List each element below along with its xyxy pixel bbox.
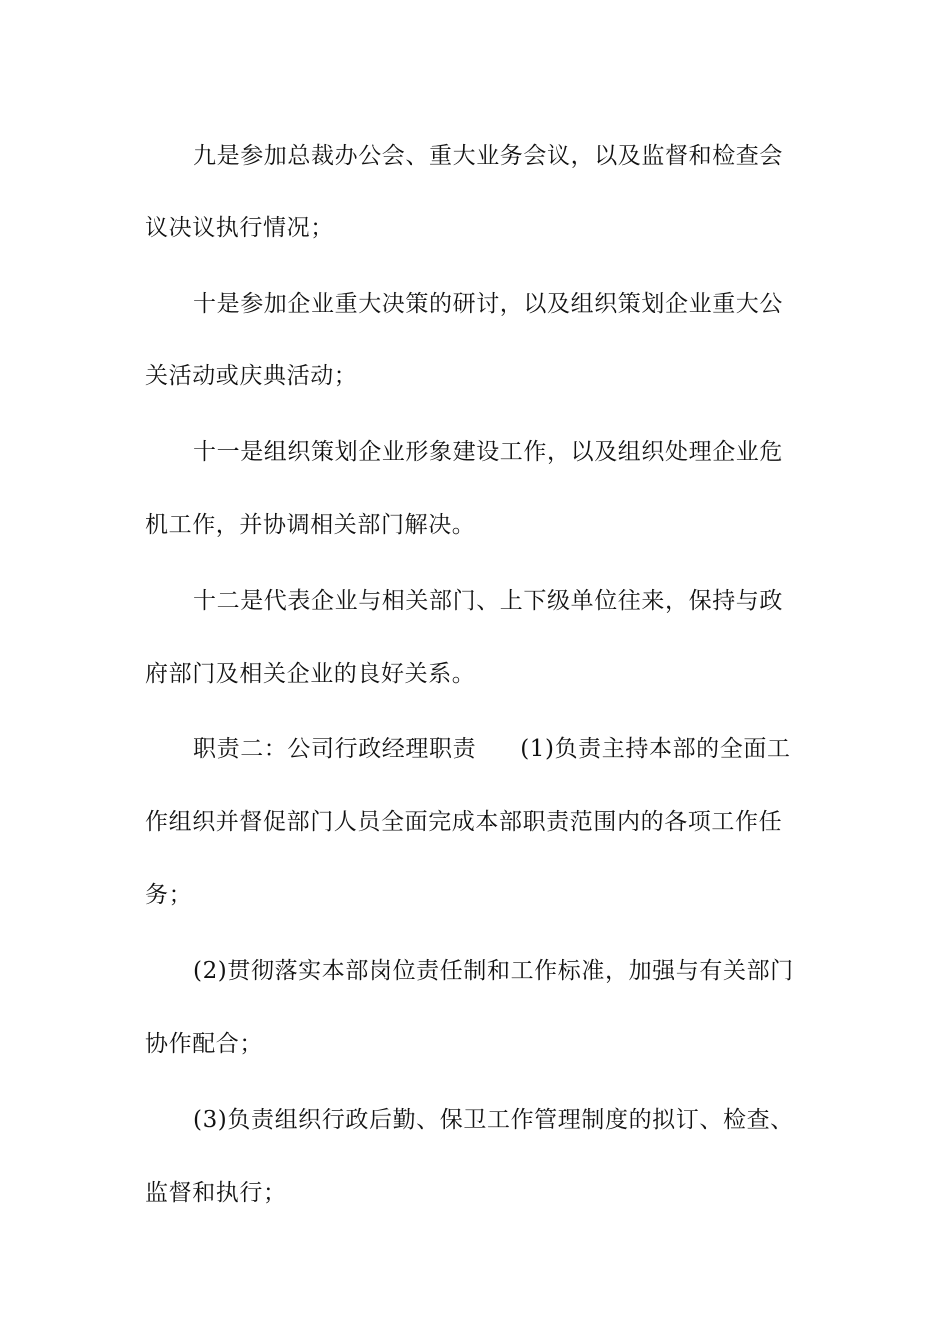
paragraph-line: 议决议执行情况； <box>145 215 334 241</box>
paragraph-line: 十是参加企业重大决策的研讨，以及组织策划企业重大公 <box>193 291 783 317</box>
paragraph-line: 府部门及相关企业的良好关系。 <box>145 661 476 687</box>
paragraph-line: 监督和执行； <box>145 1180 287 1206</box>
paragraph-line: 协作配合； <box>145 1031 263 1057</box>
paragraph-line: (3)负责组织行政后勤、保卫工作管理制度的拟订、检查、 <box>193 1107 794 1133</box>
paragraph-line: 十一是组织策划企业形象建设工作，以及组织处理企业危 <box>193 439 783 465</box>
paragraph-line: 务； <box>145 882 193 908</box>
section-heading: 职责二：公司行政经理职责 <box>193 736 477 762</box>
paragraph-line: 十二是代表企业与相关部门、上下级单位往来，保持与政 <box>193 588 783 614</box>
duty-item-text: (1)负责主持本部的全面工 <box>520 736 791 762</box>
paragraph-line: 关活动或庆典活动； <box>145 363 358 389</box>
paragraph-line: 九是参加总裁办公会、重大业务会议，以及监督和检查会 <box>193 143 783 169</box>
paragraph-line <box>193 729 810 769</box>
paragraph-line: (2)贯彻落实本部岗位责任制和工作标准，加强与有关部门 <box>193 958 794 984</box>
paragraph-line: 作组织并督促部门人员全面完成本部职责范围内的各项工作任 <box>145 809 783 835</box>
paragraph-line: 机工作，并协调相关部门解决。 <box>145 512 476 538</box>
